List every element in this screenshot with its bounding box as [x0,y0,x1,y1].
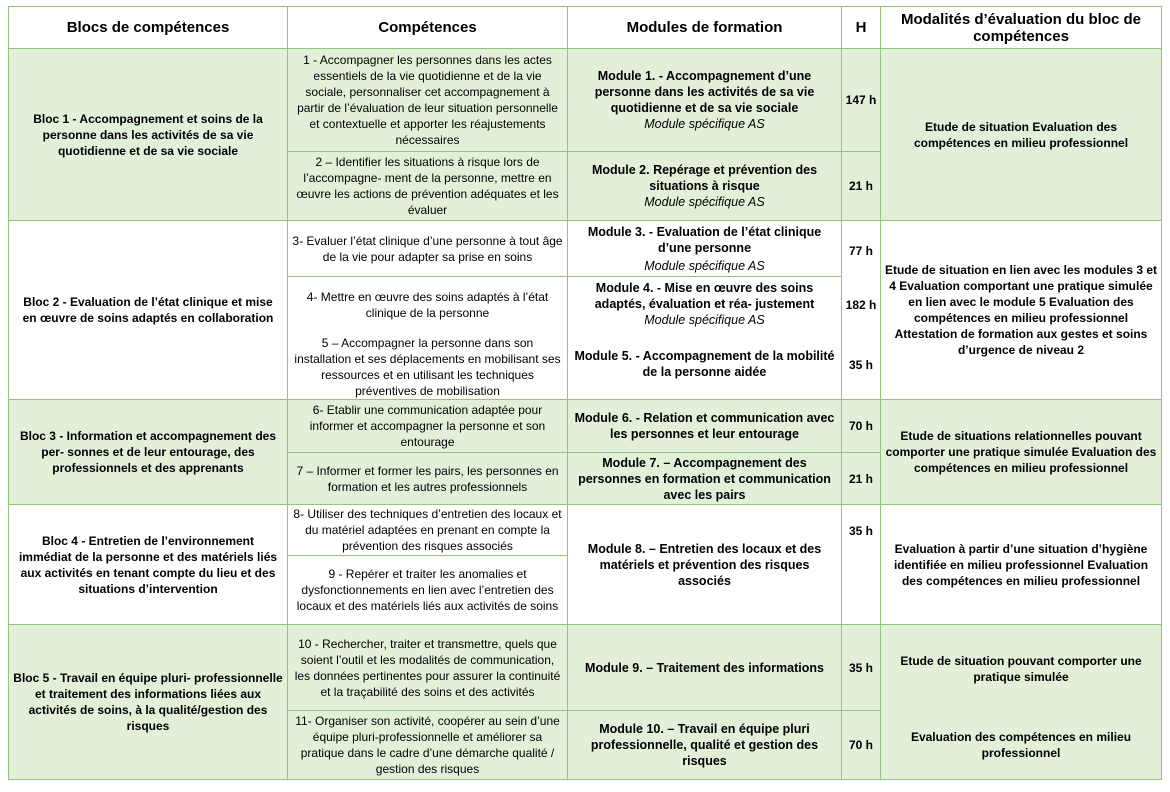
module-9: Module 9. – Traitement des informations [567,624,842,711]
evaluation-bloc-1: Etude de situation Evaluation des compétences en milieu professionnel [880,48,1162,221]
module-8: Module 8. – Entretien des locaux et des matériels et prévention des risques associés [567,504,842,625]
bloc-3-cell [8,399,288,505]
hours-module-1: 147 h [841,48,881,152]
hours-module-7: 21 h [841,452,881,505]
competence-10: 10 - Rechercher, traiter et transmettre, quels que soient l’outil et les modalités de communication, les données pertinentes pour assurer la continuité et la traçabilité des soins et des activités [287,624,568,711]
module-2: Module 2. Repérage et prévention des situations à risque Module spécifique AS [567,151,842,221]
competence-5: 5 – Accompagner la personne dans son installation et ses déplacements en mobilisant ses ressources et en utilisant les techniques préventives de mobilisation [294,336,561,398]
module-4-note: Module spécifique AS [644,313,765,327]
bloc-1-cell [8,48,288,221]
competence-11: 11- Organiser son activité, coopérer au sein d’une équipe pluri-professionnelle et améliorer sa pratique dans le cadre d’une démarche qualité / gestion des risques [287,710,568,780]
header-competences: Compétences [287,6,568,49]
competence-3: 3- Evaluer l’état clinique d’une personne à tout âge de la vie pour adapter sa prise en soins [287,220,568,277]
hours-module-2: 21 h [841,151,881,221]
hours-module-5: 35 h [848,358,873,372]
competence-2: 2 – Identifier les situations à risque lors de l’accompagne- ment de la personne, mettre en œuvre les actions de prévention adéquates et les évaluer [287,151,568,221]
competence-6: 6- Etablir une communication adaptée pour informer et accompagner la personne et son entourage [287,399,568,453]
bloc-3-title: Bloc 3 - Information et accompagnement des per- sonnes et de leur entourage, des professionnels et des apprenants [19,429,277,475]
hours-module-3: 77 h [848,244,873,258]
evaluation-bloc-5-competences: Evaluation des compétences en milieu professionnel [910,730,1132,760]
evaluation-bloc-5-situation: Etude de situation pouvant comporter une pratique simulée [900,654,1142,684]
module-4: Module 4. - Mise en œuvre des soins adaptés, évaluation et réa- justement [594,281,815,311]
bloc-4-title: Bloc 4 - Entretien de l’environnement immédiat de la personne et des matériels liés aux activités en tenant compte du lieu et des situations d’intervention [18,533,278,596]
module-5: Module 5. - Accompagnement de la mobilité de la personne aidée [574,349,835,379]
header-blocs: Blocs de compétences [8,6,288,49]
header-modalites: Modalités d’évaluation du bloc de compétences [880,6,1162,49]
hours-module-4: 182 h [845,298,877,312]
evaluation-bloc-5 [880,624,1162,780]
module-7: Module 7. – Accompagnement des personnes en formation et communication avec les pairs [567,452,842,505]
bloc-1-title: Bloc 1 - Accompagnement et soins de la personne dans les activités de sa vie quotidienne et de sa vie sociale [33,111,263,158]
hours-bloc-2 [841,220,881,400]
header-hours: H [841,6,881,49]
module-3: Module 3. - Evaluation de l’état clinique d’une personne Module spécifique AS [567,220,842,277]
bloc-5-title: Bloc 5 - Travail en équipe pluri- professionnelle et traitement des informations liées aux activités de soins, à la qualité/gestion des risques [13,671,283,733]
bloc-4-cell [8,504,288,625]
competence-9: 9 - Repérer et traiter les anomalies et dysfonctionnements en lien avec l’entretien des locaux et des matériels liés aux activités de soins [287,555,568,625]
module-4-5 [567,276,842,400]
module-10: Module 10. – Travail en équipe pluri professionnelle, qualité et gestion des risques [567,710,842,780]
evaluation-bloc-3: Etude de situations relationnelles pouvant comporter une pratique simulée Evaluation des compétences en milieu professionnel [880,399,1162,505]
competence-8: 8- Utiliser des techniques d’entretien des locaux et du matériel adaptées en prenant en compte la prévention des risques associés [287,504,568,556]
competence-4-5 [287,276,568,400]
module-1: Module 1. - Accompagnement d’une personne dans les activités de sa vie quotidienne et de sa vie sociale Module spécifique AS [567,48,842,152]
bloc-5-cell [8,624,288,780]
hours-module-6: 70 h [841,399,881,453]
evaluation-bloc-4: Evaluation à partir d’une situation d’hygiène identifiée en milieu professionnel Evaluation des compétences en milieu professionnel [880,504,1162,625]
competence-1: 1 - Accompagner les personnes dans les actes essentiels de la vie quotidienne et de la vie sociale, personnaliser cet accompagnement à partir de l’évaluation de leur situation personnelle et contextuelle et apporter les réajustements nécessaires [287,48,568,152]
hours-module-8: 35 h [841,504,881,625]
evaluation-bloc-2: Etude de situation en lien avec les modules 3 et 4 Evaluation comportant une pratique simulée en lien avec le module 5 Evaluation des compétences en milieu professionnel Attestation de formation aux gestes et soins d’urgence de niveau 2 [880,220,1162,400]
bloc-2-title: Bloc 2 - Evaluation de l’état clinique et mise en œuvre de soins adaptés en collaboration [22,295,274,325]
competence-4: 4- Mettre en œuvre des soins adaptés à l’état clinique de la personne [306,290,549,320]
header-modules: Modules de formation [567,6,842,49]
hours-module-10: 70 h [841,710,881,780]
bloc-2-cell [8,220,288,400]
competence-7: 7 – Informer et former les pairs, les personnes en formation et les autres professionnels [287,452,568,505]
module-6: Module 6. - Relation et communication avec les personnes et leur entourage [567,399,842,453]
hours-module-9: 35 h [841,624,881,711]
